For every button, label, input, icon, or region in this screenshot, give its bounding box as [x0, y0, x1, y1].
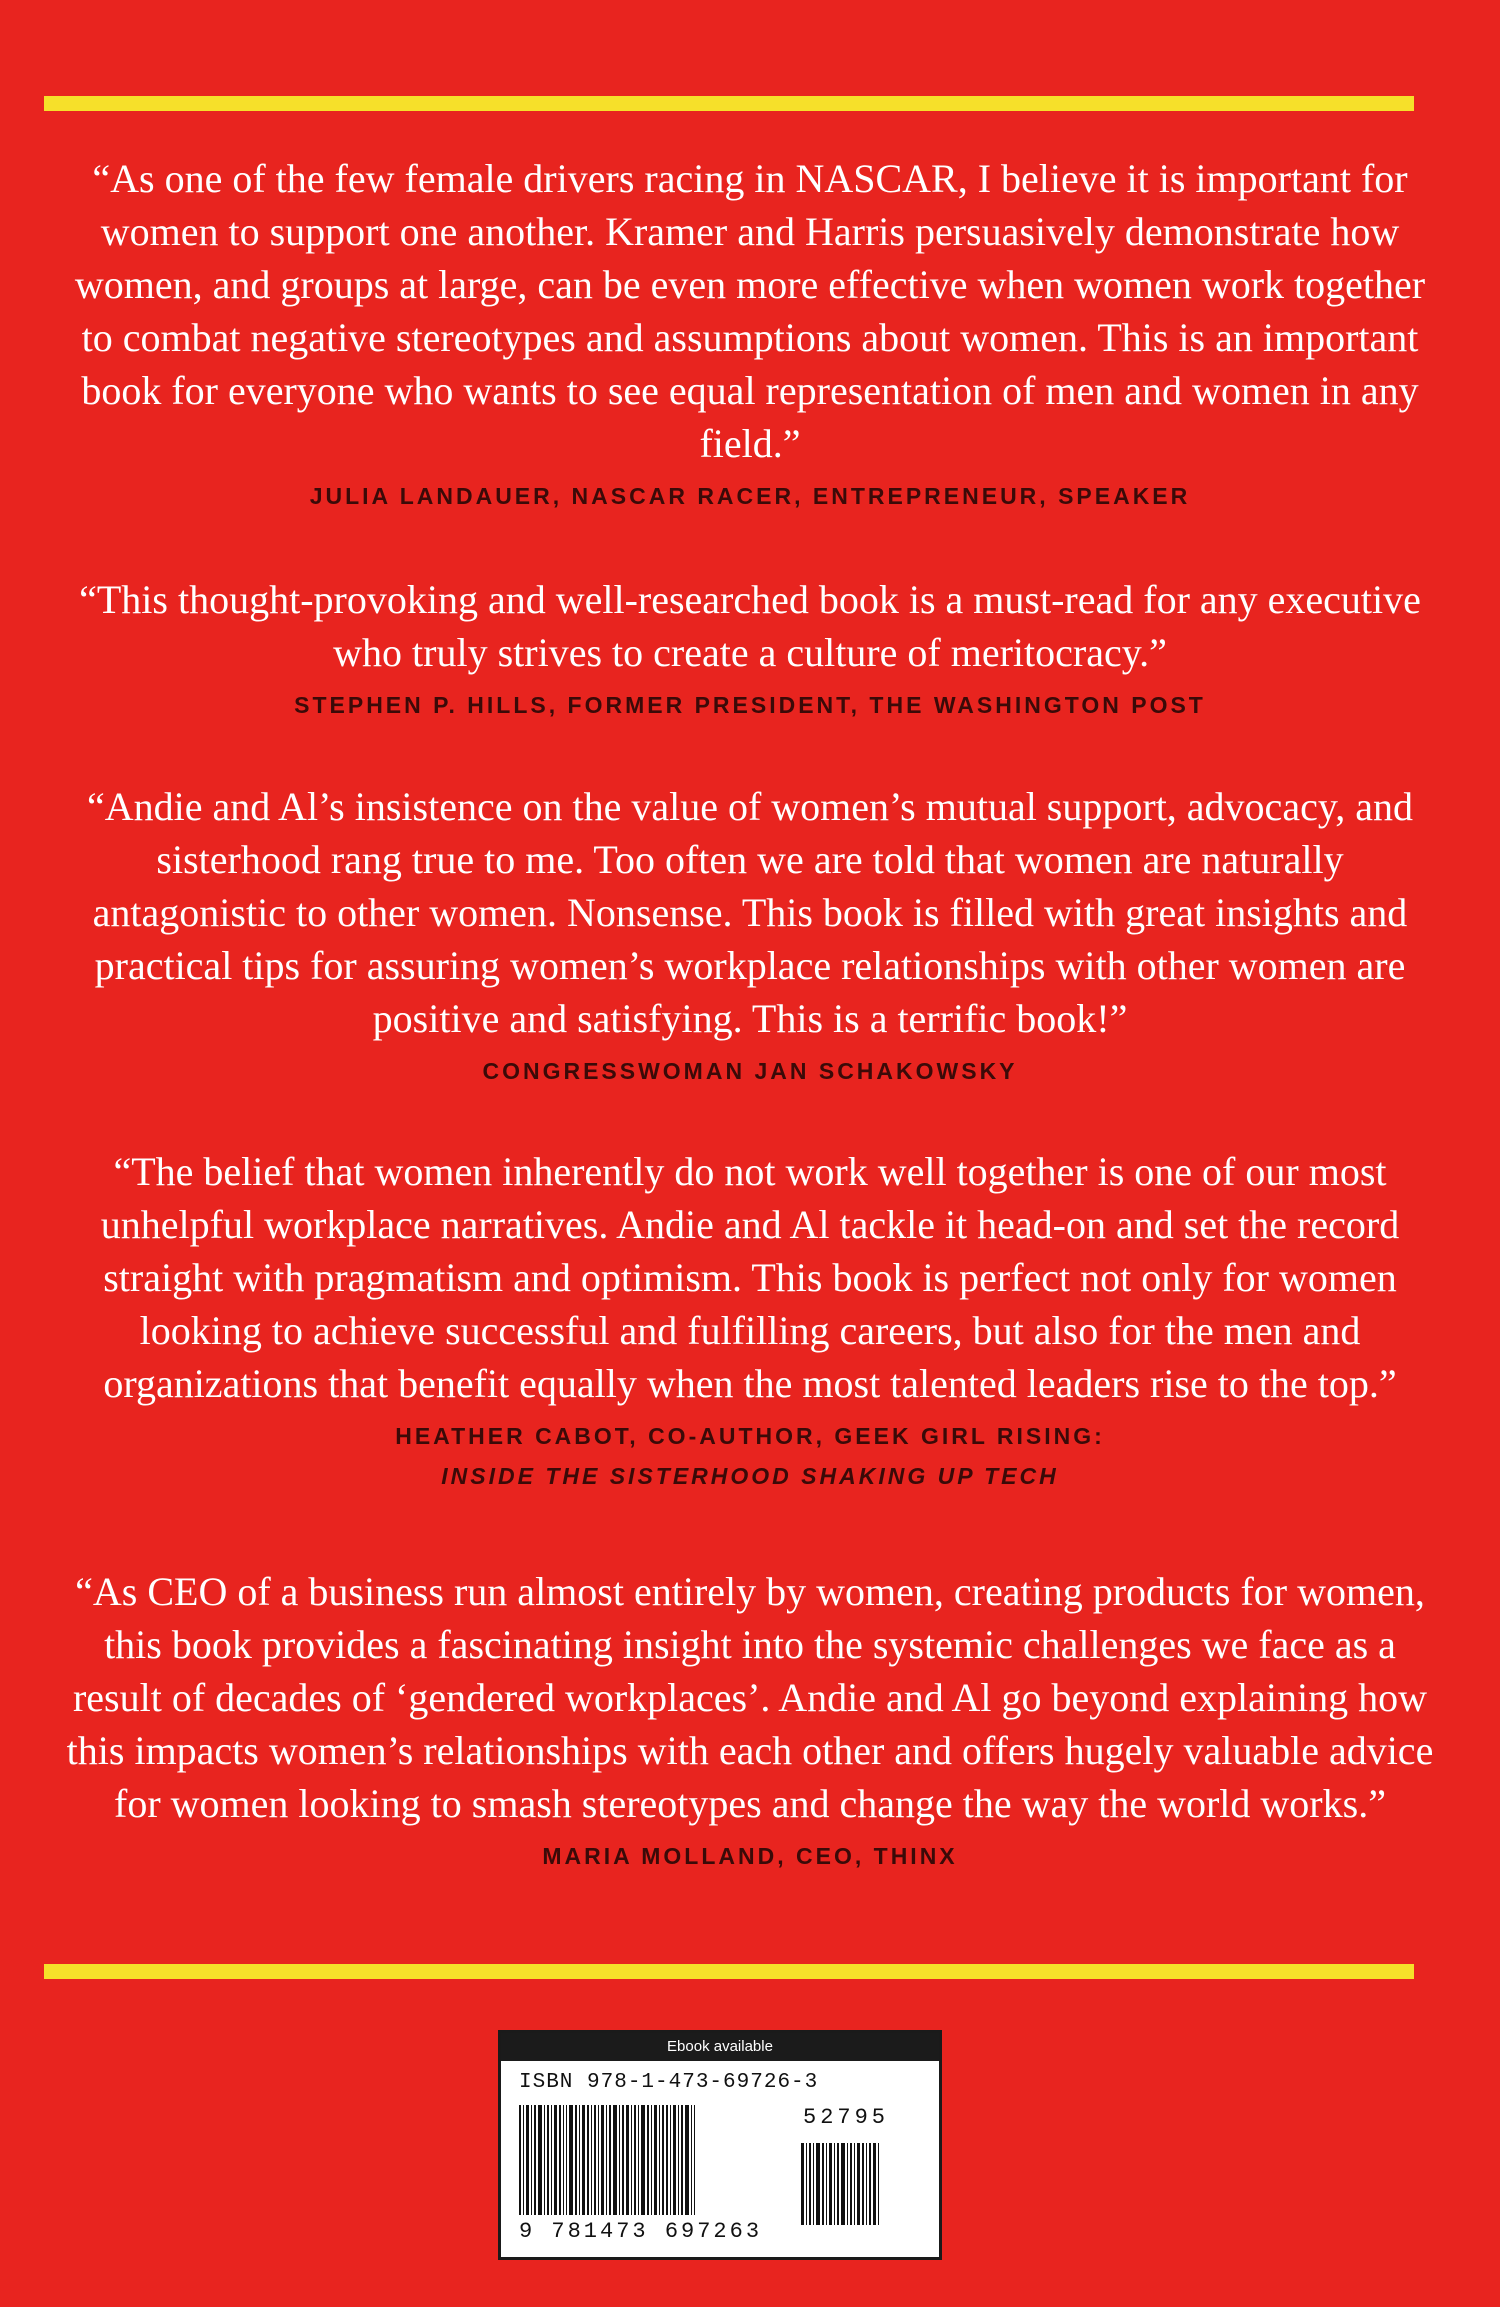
barcode-bar	[685, 2105, 689, 2215]
price-barcode-bar	[857, 2143, 860, 2225]
price-barcode-bar	[813, 2143, 814, 2225]
barcode-bar	[531, 2105, 532, 2215]
barcode-bar	[622, 2105, 624, 2215]
price-barcode-bar	[873, 2143, 876, 2225]
barcode-bar	[563, 2105, 564, 2215]
quote-4	[60, 1145, 1440, 1496]
barcode-bar	[638, 2105, 639, 2215]
barcode-bar	[547, 2105, 549, 2215]
price-barcode-bar	[837, 2143, 839, 2225]
barcode-bar	[613, 2105, 617, 2215]
price-barcode-bar	[869, 2143, 871, 2225]
price-barcode-bar	[866, 2143, 867, 2225]
barcode-bar	[609, 2105, 611, 2215]
barcode-bar	[647, 2105, 649, 2215]
price-barcode-bar	[850, 2143, 852, 2225]
price-barcode-bar	[854, 2143, 855, 2225]
price-barcode-bar	[826, 2143, 827, 2225]
price-barcode-bar	[801, 2143, 804, 2225]
price-barcode-bar	[834, 2143, 835, 2225]
price-barcode-bars	[801, 2143, 881, 2223]
barcode-bar	[619, 2105, 620, 2215]
barcode-bar	[559, 2105, 561, 2215]
barcode-bar	[538, 2105, 542, 2215]
barcode-bar	[662, 2105, 664, 2215]
barcode-bar	[666, 2105, 668, 2215]
quote-3	[60, 780, 1440, 1091]
ean-digits: 9 781473 697263	[519, 2219, 763, 2244]
quote-text: “The belief that women inherently do not work well together is one of our most unhelpful workplace narratives. Andie and Al tackle it head-on and set the record straight with pragmatism and optimism. This book is perfect not only for women looking to achieve successful and fulfilling careers, but also for the men and organizations that benefit equally when the most talented leaders rise to the top.”	[100, 1149, 1400, 1406]
quote-text: “Andie and Al’s insistence on the value of women’s mutual support, advocacy, and sisterhood rang true to me. Too often we are told that women are naturally antagonistic to other women. Nonsense. This book is filled with great insights and practical tips for assuring women’s workplace relationships with other women are positive and satisfying. This is a terrific book!”	[87, 784, 1413, 1041]
bottom-rule	[44, 1964, 1414, 1979]
barcode-bar	[551, 2105, 552, 2215]
barcode-bar	[569, 2105, 573, 2215]
barcode-bar	[579, 2105, 580, 2215]
top-rule	[44, 96, 1414, 111]
barcode-bar	[654, 2105, 657, 2215]
quote-attribution: CONGRESSWOMAN JAN SCHAKOWSKY	[482, 1058, 1018, 1084]
price-barcode-bar	[878, 2143, 879, 2225]
barcode-bar	[598, 2105, 599, 2215]
barcode-bar	[681, 2105, 683, 2215]
barcode-bar	[544, 2105, 545, 2215]
barcode-bar	[641, 2105, 645, 2215]
barcode-bar	[634, 2105, 636, 2215]
ebook-label: Ebook available	[501, 2033, 939, 2061]
barcode-bar	[678, 2105, 679, 2215]
price-code: 52795	[803, 2105, 890, 2130]
isbn-text: ISBN 978-1-473-69726-3	[519, 2071, 819, 2094]
barcode-box	[498, 2030, 942, 2260]
barcode-bars	[519, 2105, 697, 2223]
quote-text: “As one of the few female drivers racing in NASCAR, I believe it is important for women to support one another. Kramer and Harris persuasively demonstrate how women, and groups at large, can be even more effective when women work together to combat negative stereotypes and assumptions about women. This is an important book for everyone who wants to see equal representation of men and women in any field.”	[74, 156, 1426, 466]
price-barcode-bar	[862, 2143, 864, 2225]
barcode-bar	[591, 2105, 592, 2215]
barcode-bar	[534, 2105, 536, 2215]
barcode-bar	[651, 2105, 652, 2215]
quote-attribution-line-2: INSIDE THE SISTERHOOD SHAKING UP TECH	[441, 1463, 1059, 1489]
barcode-bar	[691, 2105, 692, 2215]
barcode-bar	[631, 2105, 632, 2215]
barcode-bar	[694, 2105, 695, 2215]
quote-text: “As CEO of a business run almost entirely by women, creating products for women, this book provides a fascinating insight into the systemic challenges we face as a result of decades of ‘gendered workplaces’. Andie and Al go beyond explaining how this impacts women’s relationships with each other and offers hugely valuable advice for women looking to smash stereotypes and change the way the world works.”	[66, 1569, 1434, 1826]
barcode-bar	[601, 2105, 604, 2215]
barcode-bar	[566, 2105, 567, 2215]
barcode-bar	[519, 2105, 521, 2215]
quote-5	[60, 1565, 1440, 1876]
barcode-bar	[526, 2105, 529, 2215]
barcode-bar	[554, 2105, 557, 2215]
barcode-bar	[582, 2105, 585, 2215]
quote-text: “This thought-provoking and well-researched book is a must-read for any executive who truly strives to create a culture of meritocracy.”	[79, 577, 1421, 675]
quote-attribution: JULIA LANDAUER, NASCAR RACER, ENTREPRENEUR, SPEAKER	[309, 483, 1191, 509]
quote-attribution: STEPHEN P. HILLS, FORMER PRESIDENT, THE WASHINGTON POST	[294, 692, 1206, 718]
price-barcode-bar	[822, 2143, 824, 2225]
price-barcode-bar	[806, 2143, 807, 2225]
barcode-bar	[673, 2105, 676, 2215]
quote-1	[60, 152, 1440, 516]
quote-2	[60, 573, 1440, 725]
price-barcode-bar	[816, 2143, 820, 2225]
barcode-bar	[606, 2105, 607, 2215]
quote-attribution: HEATHER CABOT, CO-AUTHOR, GEEK GIRL RISING:	[395, 1423, 1105, 1449]
barcode-bar	[626, 2105, 629, 2215]
price-barcode-bar	[829, 2143, 832, 2225]
price-barcode-bar	[847, 2143, 848, 2225]
barcode-bar	[575, 2105, 577, 2215]
barcode-bar	[523, 2105, 524, 2215]
barcode-bar	[587, 2105, 589, 2215]
quote-attribution: MARIA MOLLAND, CEO, THINX	[542, 1843, 958, 1869]
barcode-bar	[659, 2105, 660, 2215]
price-barcode-bar	[841, 2143, 845, 2225]
barcode-bar	[670, 2105, 671, 2215]
price-barcode-bar	[809, 2143, 811, 2225]
barcode-bar	[594, 2105, 596, 2215]
